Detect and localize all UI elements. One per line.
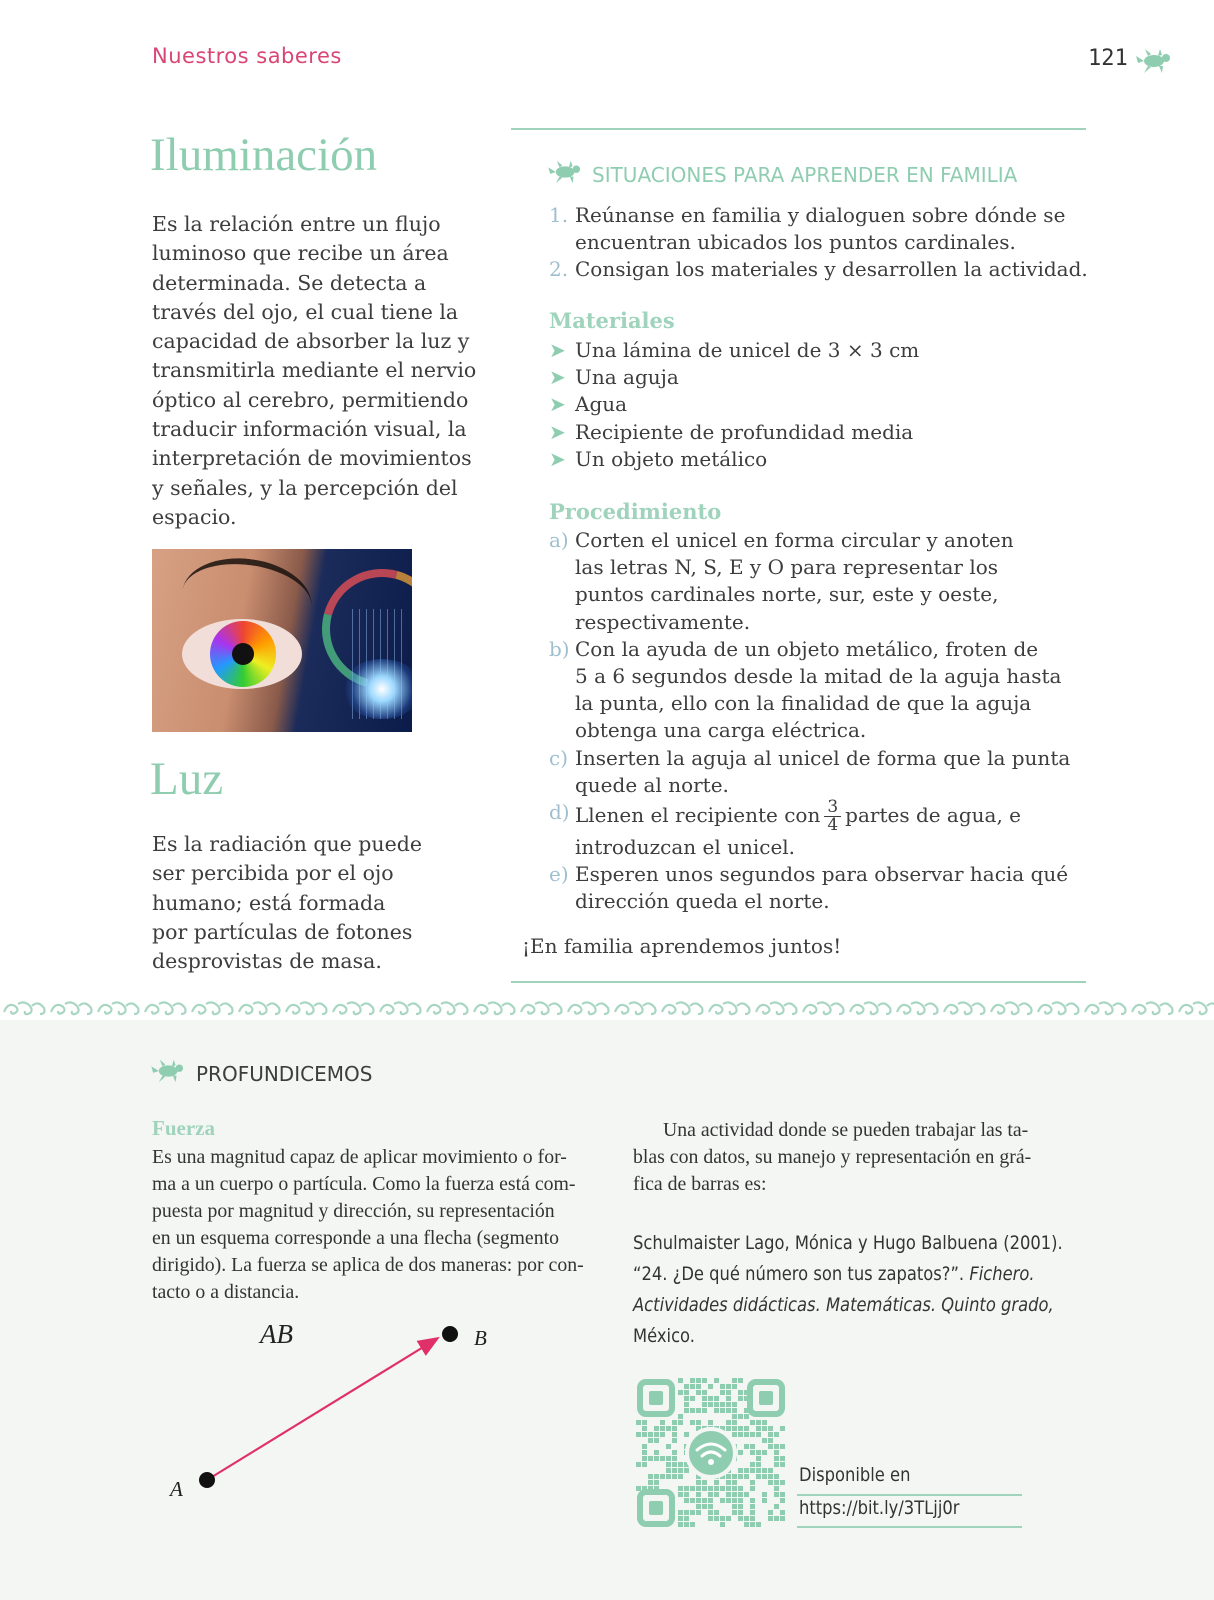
qr-module <box>684 1516 689 1521</box>
point-b-label: B <box>474 1326 487 1350</box>
qr-module <box>732 1408 737 1413</box>
qr-module <box>738 1396 743 1401</box>
qr-module <box>672 1468 677 1473</box>
qr-module <box>738 1432 743 1437</box>
qr-module <box>744 1492 749 1497</box>
qr-module <box>738 1498 743 1503</box>
qr-module <box>708 1396 713 1401</box>
list-item: d) Llenen el recipiente con $\frac{3}{4}$ partes de agua, e introduzcan el unicel. <box>549 797 1022 860</box>
qr-module <box>762 1420 767 1425</box>
box-top-rule <box>511 128 1086 130</box>
qr-module <box>768 1468 773 1473</box>
qr-module <box>690 1378 695 1383</box>
qr-module <box>744 1522 749 1527</box>
activity-text: Una actividad donde se pueden trabajar las ta- blas con datos, su manejo y representación en grá- fica de barras es: <box>633 1119 1032 1195</box>
qr-module <box>678 1390 683 1395</box>
qr-module <box>696 1498 701 1503</box>
qr-module <box>750 1450 755 1455</box>
qr-module <box>648 1480 653 1485</box>
qr-module <box>678 1474 683 1479</box>
qr-module <box>648 1456 653 1461</box>
qr-module <box>642 1420 647 1425</box>
qr-module <box>720 1408 725 1413</box>
qr-module <box>636 1486 641 1491</box>
qr-module <box>684 1468 689 1473</box>
qr-module <box>678 1378 683 1383</box>
qr-module <box>678 1468 683 1473</box>
qr-module <box>684 1522 689 1527</box>
qr-module <box>756 1432 761 1437</box>
qr-module <box>708 1402 713 1407</box>
qr-module <box>738 1468 743 1473</box>
qr-module <box>660 1432 665 1437</box>
qr-module <box>648 1474 653 1479</box>
point-a-dot <box>199 1472 215 1488</box>
qr-module <box>744 1516 749 1521</box>
qr-module <box>660 1474 665 1479</box>
qr-module <box>684 1396 689 1401</box>
qr-module <box>738 1510 743 1515</box>
qr-module <box>738 1390 743 1395</box>
qr-module <box>750 1504 755 1509</box>
iluminacion-text: Es la relación entre un flujo luminoso que recibe un área determinada. Se detecta a través del ojo, el cual tiene la capacidad de absorber la luz y transmitirla mediante el nervio óptico al cerebro, permitiendo traducir información visual, la interpretación de movimientos y señales, y la percepción del espacio. <box>152 212 477 529</box>
lizard-icon <box>1136 46 1176 76</box>
qr-module <box>732 1492 737 1497</box>
list-item: a) Corten el unicel en forma circular y anoten las letras N, S, E y O para representar los puntos cardinales norte, sur, este y oeste, respectivamente. <box>549 528 1014 634</box>
luz-heading: Luz <box>150 753 224 805</box>
qr-module <box>654 1426 659 1431</box>
qr-module <box>684 1432 689 1437</box>
qr-module <box>648 1432 653 1437</box>
qr-module <box>684 1498 689 1503</box>
qr-module <box>762 1426 767 1431</box>
lizard-icon <box>548 158 586 186</box>
qr-module <box>708 1498 713 1503</box>
qr-module <box>666 1444 671 1449</box>
qr-module <box>750 1420 755 1425</box>
qr-module <box>750 1510 755 1515</box>
qr-module <box>654 1438 659 1443</box>
qr-module <box>768 1444 773 1449</box>
qr-module <box>774 1462 779 1467</box>
qr-module <box>732 1420 737 1425</box>
lizard-icon <box>151 1057 189 1085</box>
qr-module <box>702 1408 707 1413</box>
qr-module <box>672 1426 677 1431</box>
qr-module <box>684 1486 689 1491</box>
qr-module <box>654 1474 659 1479</box>
qr-module <box>654 1456 659 1461</box>
qr-module <box>756 1456 761 1461</box>
qr-module <box>636 1420 641 1425</box>
qr-module <box>714 1408 719 1413</box>
qr-module <box>774 1450 779 1455</box>
qr-module <box>714 1486 719 1491</box>
qr-module <box>720 1522 725 1527</box>
closing-text: ¡En familia aprendemos juntos! <box>522 934 842 958</box>
qr-module <box>714 1378 719 1383</box>
qr-module <box>648 1438 653 1443</box>
qr-module <box>738 1486 743 1491</box>
qr-module <box>732 1504 737 1509</box>
qr-module <box>702 1504 707 1509</box>
qr-module <box>774 1474 779 1479</box>
family-section-title: SITUACIONES PARA APRENDER EN FAMILIA <box>592 163 1018 187</box>
qr-module <box>732 1426 737 1431</box>
qr-module <box>774 1432 779 1437</box>
list-item: 1. Reúnanse en familia y dialoguen sobre dónde se encuentran ubicados los puntos cardinales. <box>549 203 1066 255</box>
qr-module <box>750 1522 755 1527</box>
luz-text: Es la radiación que puede ser percibida por el ojo humano; está formada por partículas de fotones desprovistas de masa. <box>152 832 423 974</box>
qr-module <box>714 1402 719 1407</box>
qr-module <box>696 1408 701 1413</box>
procedure-list <box>549 527 1089 916</box>
qr-module <box>756 1468 761 1473</box>
qr-module <box>714 1516 719 1521</box>
qr-module <box>696 1486 701 1491</box>
qr-module <box>708 1510 713 1515</box>
qr-module <box>702 1402 707 1407</box>
qr-module <box>660 1456 665 1461</box>
qr-module <box>720 1486 725 1491</box>
list-item: e) Esperen unos segundos para observar hacia qué dirección queda el norte. <box>549 862 1069 914</box>
qr-module <box>702 1498 707 1503</box>
qr-module <box>732 1402 737 1407</box>
point-b-dot <box>442 1326 458 1342</box>
qr-module <box>684 1402 689 1407</box>
qr-module <box>642 1456 647 1461</box>
qr-module <box>726 1420 731 1425</box>
qr-module <box>732 1480 737 1485</box>
qr-module <box>690 1486 695 1491</box>
qr-module <box>762 1438 767 1443</box>
qr-module <box>696 1420 701 1425</box>
url-rule <box>797 1526 1022 1528</box>
eye-photo <box>152 549 412 732</box>
qr-module <box>642 1426 647 1431</box>
qr-module <box>696 1510 701 1515</box>
qr-module <box>654 1450 659 1455</box>
qr-module <box>750 1480 755 1485</box>
qr-module <box>678 1462 683 1467</box>
qr-module <box>672 1450 677 1455</box>
qr-module <box>774 1444 779 1449</box>
qr-module <box>750 1516 755 1521</box>
fraction: $\frac{3}{4}$ <box>824 799 841 834</box>
qr-module <box>678 1492 683 1497</box>
qr-module <box>660 1426 665 1431</box>
family-steps <box>549 202 1089 284</box>
qr-module <box>690 1510 695 1515</box>
qr-module <box>690 1384 695 1389</box>
qr-module <box>780 1456 785 1461</box>
qr-module <box>738 1474 743 1479</box>
qr-module <box>672 1420 677 1425</box>
chevron-right-icon: ➤ <box>549 446 566 471</box>
qr-module <box>750 1462 755 1467</box>
qr-url-link[interactable]: https://bit.ly/3TLjj0r <box>799 1497 960 1519</box>
qr-module <box>714 1396 719 1401</box>
qr-module <box>762 1498 767 1503</box>
chevron-right-icon: ➤ <box>549 338 566 362</box>
qr-module <box>768 1432 773 1437</box>
qr-module <box>726 1474 731 1479</box>
qr-module <box>672 1432 677 1437</box>
qr-module <box>774 1504 779 1509</box>
qr-module <box>738 1450 743 1455</box>
qr-module <box>738 1504 743 1509</box>
list-item: b) Con la ayuda de un objeto metálico, froten de 5 a 6 segundos desde la mitad de la aguja hasta la punta, ello con la finalidad de que la aguja obtenga una carga eléctrica. <box>549 636 1062 743</box>
section-title: Nuestros saberes <box>152 44 342 68</box>
qr-module <box>714 1492 719 1497</box>
qr-module <box>642 1462 647 1467</box>
available-label: Disponible en <box>799 1464 911 1486</box>
qr-module <box>672 1462 677 1467</box>
qr-module <box>744 1474 749 1479</box>
qr-module <box>762 1492 767 1497</box>
qr-module <box>660 1420 665 1425</box>
qr-module <box>636 1432 641 1437</box>
qr-module <box>732 1414 737 1419</box>
page-number: 121 <box>1088 46 1128 71</box>
qr-module <box>738 1414 743 1419</box>
qr-module <box>714 1480 719 1485</box>
materials-list <box>549 337 1089 473</box>
qr-module <box>702 1378 707 1383</box>
chevron-right-icon: ➤ <box>549 365 566 390</box>
fuerza-text: Es una magnitud capaz de aplicar movimiento o for- ma a un cuerpo o partícula. Como la fuerza está com- puesta por magnitud y dirección, su representación en un esquema corresponde a una flecha (segmento dirigido). La fuerza se aplica de dos maneras: por con- tacto o a distancia. <box>152 1146 584 1303</box>
qr-module <box>726 1384 731 1389</box>
qr-module <box>690 1522 695 1527</box>
list-item: ➤ Un objeto metálico <box>549 446 1089 473</box>
qr-module <box>756 1474 761 1479</box>
qr-module <box>732 1432 737 1437</box>
qr-module <box>726 1402 731 1407</box>
fuerza-heading: Fuerza <box>152 1116 215 1140</box>
list-item: ➤ Agua <box>549 391 1089 418</box>
qr-module <box>726 1516 731 1521</box>
qr-module <box>720 1516 725 1521</box>
qr-module <box>726 1390 731 1395</box>
qr-module <box>780 1498 785 1503</box>
list-item: ➤ Una lámina de unicel de 3 × 3 cm <box>549 337 1089 364</box>
box-bottom-rule <box>511 981 1086 983</box>
qr-module <box>744 1444 749 1449</box>
qr-module <box>642 1450 647 1455</box>
chevron-right-icon: ➤ <box>549 419 566 444</box>
qr-module <box>696 1492 701 1497</box>
qr-module <box>756 1420 761 1425</box>
qr-module <box>738 1492 743 1497</box>
qr-module <box>750 1498 755 1503</box>
qr-module <box>780 1444 785 1449</box>
qr-module <box>666 1462 671 1467</box>
qr-module <box>768 1510 773 1515</box>
qr-module <box>690 1420 695 1425</box>
qr-module <box>768 1426 773 1431</box>
qr-module <box>690 1396 695 1401</box>
qr-module <box>702 1486 707 1491</box>
qr-module <box>666 1468 671 1473</box>
qr-module <box>768 1516 773 1521</box>
qr-module <box>702 1396 707 1401</box>
qr-code[interactable] <box>636 1378 786 1528</box>
qr-module <box>684 1408 689 1413</box>
qr-module <box>654 1480 659 1485</box>
qr-module <box>720 1498 725 1503</box>
ornament-border <box>0 996 1214 1020</box>
force-arrow <box>207 1338 438 1480</box>
qr-module <box>768 1474 773 1479</box>
qr-module <box>726 1498 731 1503</box>
qr-module <box>678 1516 683 1521</box>
qr-module <box>780 1516 785 1521</box>
qr-module <box>636 1462 641 1467</box>
qr-module <box>672 1456 677 1461</box>
qr-module <box>732 1384 737 1389</box>
qr-module <box>708 1384 713 1389</box>
qr-module <box>780 1510 785 1515</box>
qr-module <box>780 1426 785 1431</box>
qr-module <box>744 1468 749 1473</box>
qr-module <box>666 1474 671 1479</box>
qr-module <box>678 1510 683 1515</box>
qr-module <box>774 1480 779 1485</box>
qr-module <box>684 1510 689 1515</box>
qr-module <box>732 1510 737 1515</box>
qr-module <box>642 1444 647 1449</box>
force-vector-diagram <box>152 1310 532 1510</box>
qr-module <box>642 1432 647 1437</box>
qr-module <box>750 1486 755 1491</box>
qr-module <box>678 1486 683 1491</box>
qr-module <box>744 1432 749 1437</box>
qr-module <box>756 1522 761 1527</box>
materials-heading: Materiales <box>549 308 675 333</box>
qr-module <box>708 1492 713 1497</box>
qr-module <box>774 1486 779 1491</box>
vector-label: AB <box>260 1319 293 1349</box>
qr-module <box>720 1402 725 1407</box>
qr-module <box>678 1522 683 1527</box>
qr-module <box>774 1516 779 1521</box>
qr-module <box>690 1408 695 1413</box>
qr-module <box>726 1408 731 1413</box>
qr-module <box>780 1480 785 1485</box>
list-item: c) Inserten la aguja al unicel de forma que la punta quede al norte. <box>549 745 1071 797</box>
qr-module <box>756 1426 761 1431</box>
iluminacion-heading: Iluminación <box>150 129 378 181</box>
qr-module <box>744 1426 749 1431</box>
qr-module <box>714 1510 719 1515</box>
qr-module <box>696 1390 701 1395</box>
profundicemos-title: PROFUNDICEMOS <box>196 1062 373 1086</box>
procedure-heading: Procedimiento <box>549 499 722 524</box>
qr-module <box>780 1492 785 1497</box>
qr-module <box>780 1462 785 1467</box>
point-a-label: A <box>170 1477 183 1501</box>
qr-module <box>672 1438 677 1443</box>
qr-module <box>708 1486 713 1491</box>
qr-module <box>756 1462 761 1467</box>
qr-module <box>696 1504 701 1509</box>
qr-module <box>666 1426 671 1431</box>
qr-module <box>720 1390 725 1395</box>
qr-module <box>750 1468 755 1473</box>
qr-module <box>690 1498 695 1503</box>
qr-module <box>762 1468 767 1473</box>
qr-module <box>726 1396 731 1401</box>
available-rule <box>797 1494 1022 1496</box>
qr-module <box>738 1426 743 1431</box>
chevron-right-icon: ➤ <box>549 392 566 417</box>
qr-module <box>708 1420 713 1425</box>
qr-module <box>744 1414 749 1419</box>
qr-module <box>702 1480 707 1485</box>
qr-module <box>768 1480 773 1485</box>
qr-module <box>678 1420 683 1425</box>
qr-module <box>726 1492 731 1497</box>
qr-module <box>684 1390 689 1395</box>
qr-module <box>750 1444 755 1449</box>
bibliographic-reference: Schulmaister Lago, Mónica y Hugo Balbuena (2001). “24. ¿De qué número son tus zapatos?”. Fichero. Actividades didácticas. Matemáticas. Quinto grado, México. <box>633 1232 1063 1347</box>
qr-module <box>696 1480 701 1485</box>
qr-module <box>726 1486 731 1491</box>
list-item: ➤ Una aguja <box>549 364 1089 391</box>
qr-module <box>726 1426 731 1431</box>
qr-module <box>672 1474 677 1479</box>
qr-module <box>696 1378 701 1383</box>
qr-module <box>768 1438 773 1443</box>
qr-module <box>696 1384 701 1389</box>
qr-module <box>774 1492 779 1497</box>
list-item: ➤ Recipiente de profundidad media <box>549 419 1089 446</box>
qr-module <box>708 1516 713 1521</box>
qr-module <box>666 1456 671 1461</box>
qr-module <box>738 1378 743 1383</box>
qr-module <box>732 1378 737 1383</box>
list-item: 2. Consigan los materiales y desarrollen la actividad. <box>549 257 1088 282</box>
qr-module <box>684 1384 689 1389</box>
qr-module <box>774 1456 779 1461</box>
qr-module <box>732 1498 737 1503</box>
qr-module <box>756 1450 761 1455</box>
qr-module <box>762 1450 767 1455</box>
qr-module <box>702 1390 707 1395</box>
qr-module <box>738 1516 743 1521</box>
qr-module <box>684 1492 689 1497</box>
qr-module <box>732 1474 737 1479</box>
qr-module <box>720 1384 725 1389</box>
qr-module <box>708 1504 713 1509</box>
qr-module <box>726 1480 731 1485</box>
qr-module <box>750 1432 755 1437</box>
qr-module <box>654 1432 659 1437</box>
qr-module <box>732 1486 737 1491</box>
qr-module <box>678 1414 683 1419</box>
qr-module <box>762 1474 767 1479</box>
